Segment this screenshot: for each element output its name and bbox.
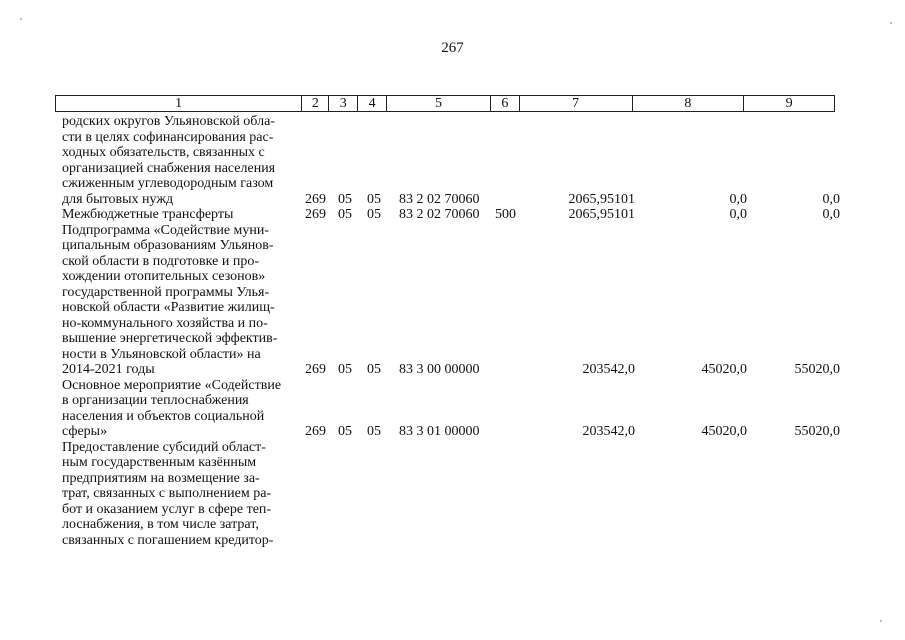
header-col-7: 7 bbox=[520, 96, 633, 111]
cell-subsection: 05 bbox=[367, 191, 381, 207]
table-row bbox=[62, 207, 842, 223]
cell-ministry-code: 269 bbox=[305, 191, 326, 207]
header-col-1: 1 bbox=[56, 96, 302, 111]
cell-amount-col7: 203542,0 bbox=[582, 362, 635, 377]
header-col-9: 9 bbox=[785, 96, 793, 111]
row-description: Подпрограмма «Содействие муни- ципальным образованиям Ульянов- ской области в подготовке и про- хождении отопительных сезонов» государственной программы Улья- новской области «Развитие жилищ- но-коммунального хозяйства и по- вышение энергетической эффектив- ности в Ульяновской области» на 2014-2021 годы bbox=[62, 222, 278, 377]
header-col-4: 4 bbox=[358, 96, 387, 111]
row-description: Предоставление субсидий област- ным государственным казённым предприятиям на возмещение за- трат, связанных с выполнением ра- бот и оказанием услуг в сфере теп- лоснабжения, в том числе затрат, связанных с погашением кредитор- bbox=[62, 439, 274, 548]
table-header bbox=[55, 95, 835, 112]
table-row bbox=[62, 440, 842, 549]
row-values bbox=[62, 192, 842, 208]
table-row bbox=[62, 114, 842, 207]
header-col-3: 3 bbox=[329, 96, 358, 111]
cell-subsection: 05 bbox=[367, 424, 381, 439]
cell-amount-col7: 2065,95101 bbox=[568, 191, 635, 207]
cell-amount-col8: 45020,0 bbox=[701, 424, 747, 439]
header-col-5: 5 bbox=[387, 96, 491, 111]
header-col-2: 2 bbox=[302, 96, 329, 111]
row-values bbox=[62, 424, 842, 440]
cell-amount-col9: 0,0 bbox=[822, 207, 840, 222]
cell-section: 05 bbox=[338, 424, 352, 439]
table-row bbox=[62, 378, 842, 440]
cell-amount-col8: 0,0 bbox=[729, 207, 747, 222]
cell-section: 05 bbox=[338, 362, 352, 377]
header-col-8: 8 bbox=[633, 96, 745, 111]
cell-amount-col8: 45020,0 bbox=[701, 362, 747, 377]
page-number: 267 bbox=[441, 40, 464, 56]
cell-target-code: 83 3 00 00000 bbox=[399, 362, 480, 377]
cell-target-code: 83 2 02 70060 bbox=[399, 207, 480, 222]
cell-amount-col9: 55020,0 bbox=[794, 362, 840, 377]
row-values bbox=[62, 362, 842, 378]
row-description: родских округов Ульяновской обла- сти в целях софинансирования рас- ходных обязательств, связанных с организацией снабжения населения сжиженным углеводородным газом для бытовых нужд bbox=[62, 114, 276, 207]
cell-section: 05 bbox=[338, 191, 352, 207]
scan-artifact bbox=[20, 18, 22, 20]
table-row bbox=[62, 223, 842, 378]
cell-section: 05 bbox=[338, 207, 352, 222]
scan-artifact bbox=[880, 620, 882, 622]
cell-amount-col7: 203542,0 bbox=[582, 424, 635, 439]
row-description: Основное мероприятие «Содействие в организации теплоснабжения населения и объектов социальной сферы» bbox=[62, 377, 282, 439]
table-body bbox=[62, 114, 842, 548]
cell-subsection: 05 bbox=[367, 362, 381, 377]
cell-amount-col8: 0,0 bbox=[729, 191, 747, 207]
cell-ministry-code: 269 bbox=[305, 207, 326, 222]
cell-expense-type: 500 bbox=[495, 207, 516, 222]
header-col-6: 6 bbox=[491, 96, 520, 111]
cell-ministry-code: 269 bbox=[305, 362, 326, 377]
row-description: Межбюджетные трансферты bbox=[62, 207, 234, 222]
cell-amount-col7: 2065,95101 bbox=[568, 207, 635, 222]
cell-ministry-code: 269 bbox=[305, 424, 326, 439]
cell-subsection: 05 bbox=[367, 207, 381, 222]
cell-target-code: 83 2 02 70060 bbox=[399, 191, 480, 207]
scan-artifact bbox=[890, 22, 892, 24]
cell-amount-col9: 0,0 bbox=[822, 191, 840, 207]
row-values bbox=[62, 207, 842, 223]
cell-target-code: 83 3 01 00000 bbox=[399, 424, 480, 439]
cell-amount-col9: 55020,0 bbox=[794, 424, 840, 439]
